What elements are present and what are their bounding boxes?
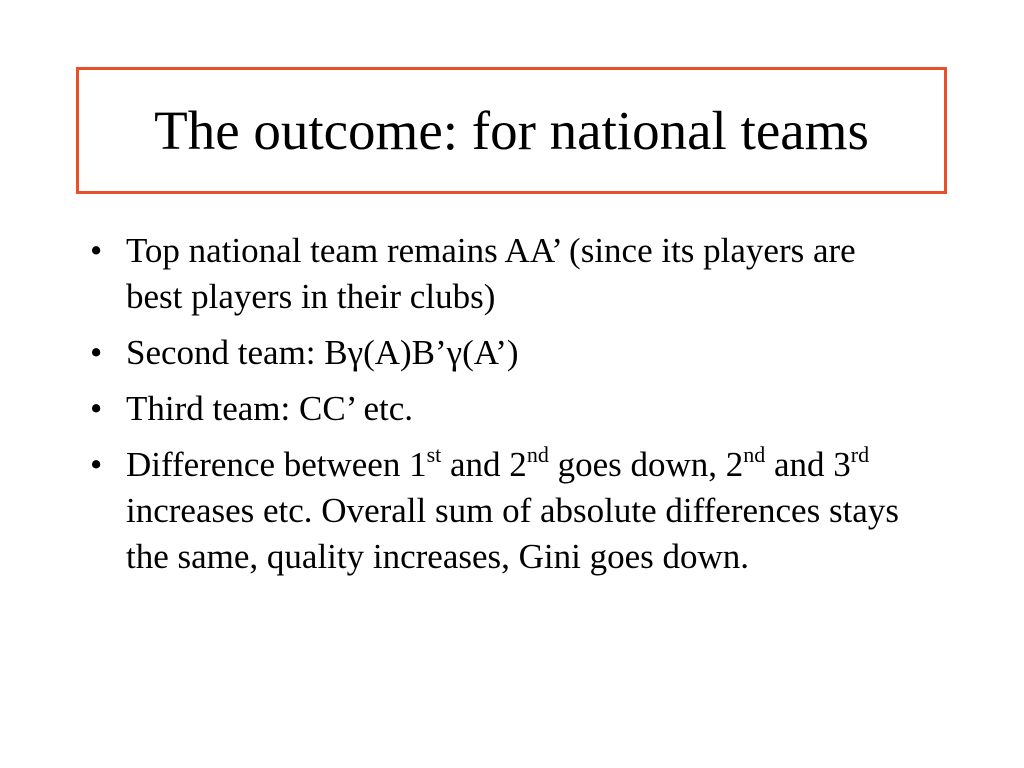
title-box xyxy=(76,67,947,194)
bullet-icon: • xyxy=(90,445,103,484)
ordinal-suffix: st xyxy=(426,442,442,467)
bullet-text: Top national team remains AA’ (since its players are best players in their clubs) xyxy=(126,231,856,316)
bullet-text-part: goes down, 2 xyxy=(548,445,744,484)
bullet-icon: • xyxy=(90,231,103,270)
ordinal-suffix: nd xyxy=(526,442,549,467)
bullet-item xyxy=(90,442,920,580)
bullet-icon: • xyxy=(90,333,103,372)
bullet-icon: • xyxy=(90,389,103,428)
ordinal-suffix: nd xyxy=(743,442,766,467)
bullet-item xyxy=(90,386,920,432)
bullet-text-part: and 3 xyxy=(765,445,851,484)
bullet-list xyxy=(90,228,920,590)
bullet-text-part: Difference between 1 xyxy=(126,445,427,484)
bullet-text: Third team: CC’ etc. xyxy=(126,389,414,428)
slide-title: The outcome: for national teams xyxy=(154,100,869,161)
bullet-text-part: and 2 xyxy=(441,445,527,484)
bullet-item xyxy=(90,330,920,376)
bullet-text: Second team: Bγ(A)B’γ(A’) xyxy=(126,333,519,372)
bullet-text xyxy=(126,442,899,576)
bullet-item xyxy=(90,228,920,320)
ordinal-suffix: rd xyxy=(850,442,870,467)
bullet-text-part: increases etc. Overall sum of absolute differences stays the same, quality increases, Gini goes down. xyxy=(126,491,899,576)
